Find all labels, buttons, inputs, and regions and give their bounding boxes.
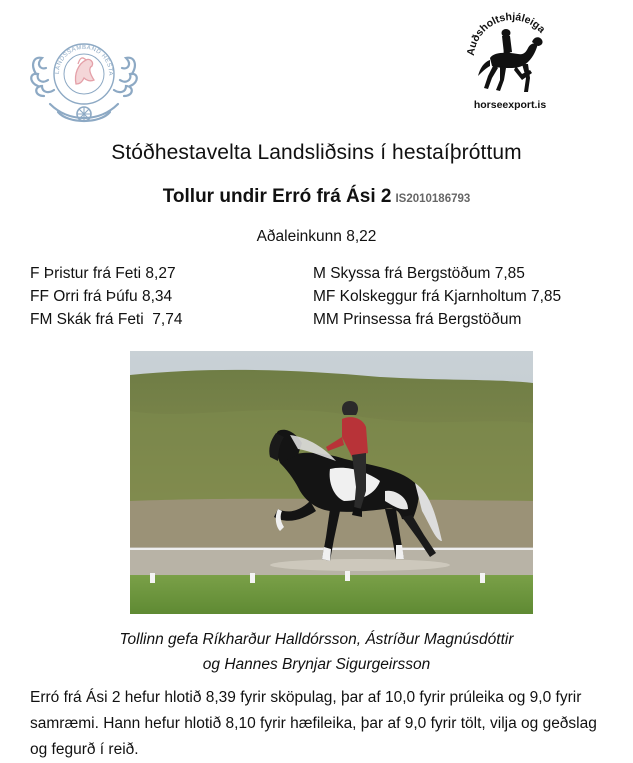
- logo-top-text: Auðsholtshjáleiga: [464, 10, 548, 57]
- photo-caption: [0, 627, 633, 677]
- pedigree-item: FM Skák frá Feti 7,74: [30, 311, 183, 328]
- lh-logo-text: LANDSSAMBAND HESTA: [54, 44, 114, 77]
- description-paragraph: Erró frá Ási 2 hefur hlotið 8,39 fyrir sköpulag, þar af 10,0 fyrir prúleika og 9,0 fyrir samræmi. Hann hefur hlotið 8,10 fyrir hæfileika, þar af 9,0 fyrir tölt, vilja og geðslag og fegurð í reið.: [30, 689, 597, 758]
- caption-line: Tollinn gefa Ríkharður Halldórsson, Ástríður Magnúsdóttir: [119, 631, 514, 648]
- pedigree-item: MF Kolskeggur frá Kjarnholtum 7,85: [313, 288, 562, 305]
- pedigree-item: M Skyssa frá Bergstöðum 7,85: [313, 265, 525, 282]
- pedigree-dam-side: [313, 262, 561, 331]
- pedigree-item: F Þristur frá Feti 8,27: [30, 265, 176, 282]
- stallion-name: Tollur undir Erró frá Ási 2: [162, 186, 392, 207]
- pedigree-item: FF Orri frá Þúfu 8,34: [30, 288, 173, 305]
- stallion-heading: [0, 186, 633, 208]
- registration-number: IS2010186793: [395, 193, 471, 205]
- lh-logo: [28, 34, 140, 129]
- page-title: Stóðhestavelta Landsliðsins í hestaíþróttum: [111, 141, 522, 164]
- caption-line: og Hannes Brynjar Sigurgeirsson: [202, 656, 431, 673]
- main-score: Aðaleinkunn 8,22: [256, 228, 377, 245]
- pedigree-item: MM Prinsessa frá Bergstöðum: [313, 311, 522, 328]
- horse-photo: [130, 351, 533, 614]
- svg-text:LANDSSAMBAND HESTAMANNAFÉLAGA: [28, 34, 113, 76]
- logo-bottom-text: horseexport.is: [473, 99, 547, 111]
- pedigree-sire-side: [30, 262, 182, 331]
- audsholtshjaleiga-logo: [460, 6, 560, 118]
